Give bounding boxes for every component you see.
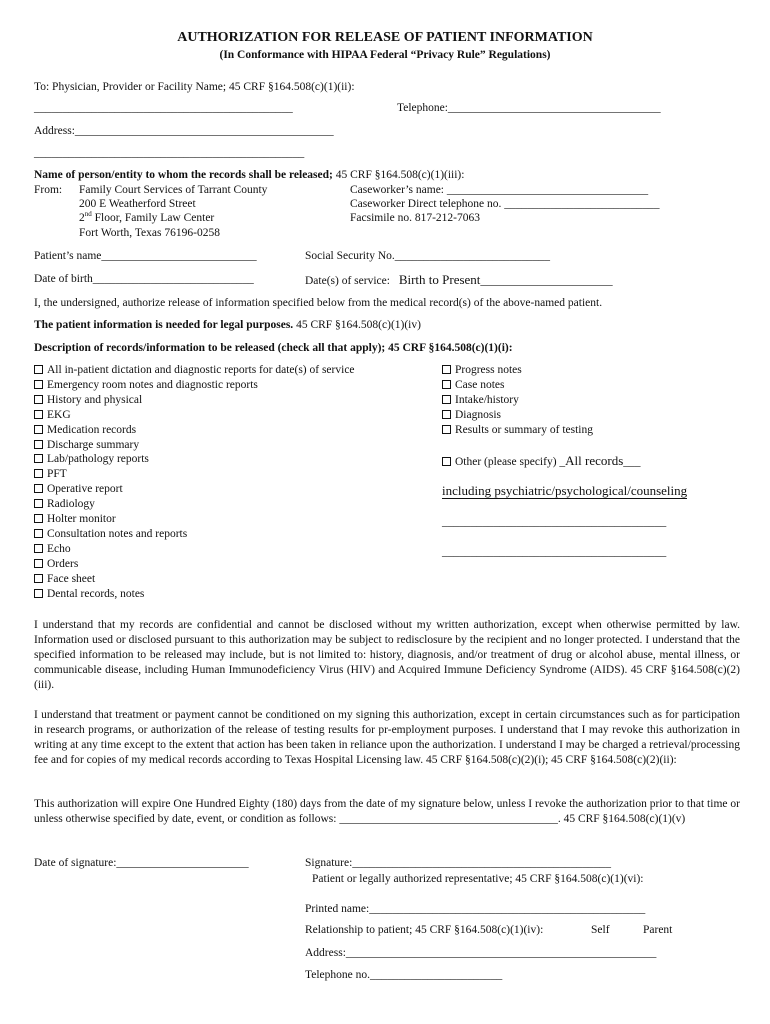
record-option-label: Progress notes xyxy=(455,364,522,376)
record-option-label: Radiology xyxy=(47,498,95,511)
signer-address-field[interactable]: Address:______________________________________________________ xyxy=(305,947,657,959)
record-option-label: Diagnosis xyxy=(455,408,501,421)
from-label: From: xyxy=(34,184,63,196)
record-option[interactable] xyxy=(34,512,355,527)
record-option[interactable] xyxy=(34,572,355,587)
checkbox-icon[interactable] xyxy=(34,589,43,598)
record-option-label: All in-patient dictation and diagnostic reports for date(s) of service xyxy=(47,364,355,376)
record-option-label: Intake/history xyxy=(455,393,519,406)
checkbox-icon[interactable] xyxy=(442,410,451,419)
checkbox-icon[interactable] xyxy=(442,457,451,466)
records-left-list xyxy=(34,363,355,602)
record-option[interactable] xyxy=(442,408,593,423)
record-option-label: Discharge summary xyxy=(47,438,140,451)
recipient-floor: 2nd Floor, Family Law Center xyxy=(79,210,215,224)
expiration-paragraph: This authorization will expire One Hundred Eighty (180) days from the date of my signature below, unless I revoke the authorization prior to that time or unless otherwise specified by date, event, or condition as follows: ______________________________________. 45 CRF §164.508(c)(1)(v) xyxy=(34,798,740,825)
dob-field[interactable]: Date of birth____________________________ xyxy=(34,273,254,285)
record-option[interactable] xyxy=(34,527,355,542)
records-right-list xyxy=(442,363,593,438)
caseworker-name-field[interactable]: Caseworker’s name: ___________________________________ xyxy=(350,184,649,196)
date-of-signature-field[interactable]: Date of signature:_______________________ xyxy=(34,857,249,869)
other-label: Other (please specify) xyxy=(455,456,557,468)
recipient-city: Fort Worth, Texas 76196-0258 xyxy=(79,227,220,239)
checkbox-icon[interactable] xyxy=(34,559,43,568)
record-option[interactable] xyxy=(34,482,355,497)
dates-of-service-label: Date(s) of service: xyxy=(305,275,390,287)
relationship-self-option[interactable]: Self xyxy=(591,924,610,936)
record-option[interactable] xyxy=(442,378,593,393)
checkbox-icon[interactable] xyxy=(34,469,43,478)
checkbox-icon[interactable] xyxy=(442,365,451,374)
facsimile-number: Facsimile no. 817-212-7063 xyxy=(350,212,480,224)
caseworker-phone-field[interactable]: Caseworker Direct telephone no. ___________________________ xyxy=(350,198,660,210)
other-records-field[interactable]: Other (please specify) _All records___ xyxy=(442,453,641,470)
checkbox-icon[interactable] xyxy=(442,395,451,404)
other-value: All records xyxy=(565,453,624,468)
dates-of-service-blank: _______________________ xyxy=(480,275,613,287)
other-blank-2[interactable]: _______________________________________ xyxy=(442,546,667,558)
record-option-label: Echo xyxy=(47,542,71,555)
record-option-label: EKG xyxy=(47,408,71,421)
checkbox-icon[interactable] xyxy=(34,410,43,419)
purpose-statement: The patient information is needed for legal purposes. 45 CRF §164.508(c)(1)(iv) xyxy=(34,319,421,331)
checkbox-icon[interactable] xyxy=(34,395,43,404)
confidentiality-paragraph: I understand that my records are confidential and cannot be disclosed without my written authorization, except when otherwise permitted by law. Information used or disclosed pursuant to this authorization may be subject to redisclosure by the recipient and no longer protected. I understand that the specified information to be released may include, but is not limited to: history, diagnosis, and/or treatment of drug or alcohol abuse, mental illness, or communicable disease, including Human Immunodeficiency Virus (HIV) and Acquired Immune Deficiency Syndrome (AIDS). 45 CRF §164.508(c)(2)(iii). xyxy=(34,619,740,691)
recipient-heading-cite: 45 CRF §164.508(c)(1)(iii): xyxy=(332,169,465,181)
recipient-heading xyxy=(34,168,464,183)
signature-field[interactable]: Signature:_____________________________________________ xyxy=(305,857,612,869)
checkbox-icon[interactable] xyxy=(34,574,43,583)
record-option[interactable] xyxy=(34,438,355,453)
record-option[interactable] xyxy=(442,393,593,408)
record-option[interactable] xyxy=(34,587,355,602)
recipient-org: Family Court Services of Tarrant County xyxy=(79,184,268,196)
checkbox-icon[interactable] xyxy=(34,544,43,553)
dates-of-service-field[interactable] xyxy=(305,272,613,289)
checkbox-icon[interactable] xyxy=(34,380,43,389)
page-subtitle: (In Conformance with HIPAA Federal “Privacy Rule” Regulations) xyxy=(219,49,551,61)
record-option-label: Consultation notes and reports xyxy=(47,527,188,540)
page-title: AUTHORIZATION FOR RELEASE OF PATIENT INFORMATION xyxy=(177,30,593,45)
ssn-field[interactable]: Social Security No.___________________________ xyxy=(305,250,550,262)
record-option[interactable] xyxy=(34,557,355,572)
record-option[interactable] xyxy=(34,423,355,438)
record-option[interactable] xyxy=(34,408,355,423)
record-option[interactable] xyxy=(442,423,593,438)
record-option[interactable] xyxy=(34,363,355,378)
checkbox-icon[interactable] xyxy=(34,514,43,523)
record-option-label: Holter monitor xyxy=(47,513,116,526)
recipient-street: 200 E Weatherford Street xyxy=(79,198,196,210)
recipient-heading-bold: Name of person/entity to whom the records shall be released; xyxy=(34,169,333,181)
relationship-label: Relationship to patient; 45 CRF §164.508(c)(1)(iv): xyxy=(305,924,544,936)
patient-name-field[interactable]: Patient’s name___________________________ xyxy=(34,250,257,262)
record-option-label: Results or summary of testing xyxy=(455,423,593,436)
record-option[interactable] xyxy=(34,378,355,393)
checkbox-icon[interactable] xyxy=(34,454,43,463)
dates-of-service-value: Birth to Present xyxy=(398,272,481,287)
record-option-label: Medication records xyxy=(47,423,137,436)
checkbox-icon[interactable] xyxy=(34,440,43,449)
authorize-statement: I, the undersigned, authorize release of information specified below from the medical record(s) of the above-named patient. xyxy=(34,297,603,309)
checkbox-icon[interactable] xyxy=(442,425,451,434)
record-option[interactable] xyxy=(442,363,593,378)
provider-address-field[interactable]: Address:_____________________________________________ xyxy=(34,125,334,137)
treatment-paragraph: I understand that treatment or payment cannot be conditioned on my signing this authorization, except in certain circumstances such as for participation in research programs, or authorization of the release of testing results for pr-employment purposes. I understand that I may revoke this authorization in writing at any time except to the extent that action has been taken in reliance upon the authorization. I understand I may be charged a retrieval/processing fee and for copies of my medical records according to Texas Hospital Licensing law. 45 CRF §164.508(c)(2)(i); 45 CRF §164.508(c)(2)(ii): xyxy=(34,709,740,766)
checkbox-icon[interactable] xyxy=(34,499,43,508)
relationship-parent-option[interactable]: Parent xyxy=(643,924,673,936)
record-option[interactable] xyxy=(34,497,355,512)
signature-caption: Patient or legally authorized representative; 45 CRF §164.508(c)(1)(vi): xyxy=(312,873,644,885)
checkbox-icon[interactable] xyxy=(34,484,43,493)
checkbox-icon[interactable] xyxy=(34,365,43,374)
record-option[interactable] xyxy=(34,467,355,482)
description-heading: Description of records/information to be released (check all that apply); 45 CRF §164.508(c)(1)(i): xyxy=(34,342,513,354)
checkbox-icon[interactable] xyxy=(34,529,43,538)
record-option-label: Operative report xyxy=(47,483,123,496)
provider-name-field[interactable]: _____________________________________________ xyxy=(34,102,293,114)
record-option[interactable] xyxy=(34,452,355,467)
record-option-label: Face sheet xyxy=(47,572,96,585)
other-blank-1[interactable]: _______________________________________ xyxy=(442,516,667,528)
checkbox-icon[interactable] xyxy=(442,380,451,389)
record-option-label: Emergency room notes and diagnostic reports xyxy=(47,378,258,391)
record-option-label: Dental records, notes xyxy=(47,587,145,600)
record-option-label: History and physical xyxy=(47,393,143,406)
record-option-label: Case notes xyxy=(455,378,505,391)
checkbox-icon[interactable] xyxy=(34,425,43,434)
record-option[interactable] xyxy=(34,542,355,557)
record-option-label: Orders xyxy=(47,557,79,570)
signer-telephone-field[interactable]: Telephone no._______________________ xyxy=(305,969,503,981)
provider-address-line2[interactable]: _______________________________________________ xyxy=(34,147,305,159)
printed-name-field[interactable]: Printed name:________________________________________________ xyxy=(305,903,646,915)
provider-telephone-field[interactable]: Telephone:_____________________________________ xyxy=(397,102,661,114)
to-line: To: Physician, Provider or Facility Name; 45 CRF §164.508(c)(1)(ii): xyxy=(34,81,355,93)
record-option-label: PFT xyxy=(47,468,67,481)
record-option[interactable] xyxy=(34,393,355,408)
other-line2: including psychiatric/psychological/counseling xyxy=(442,483,688,498)
record-option-label: Lab/pathology reports xyxy=(47,453,149,466)
